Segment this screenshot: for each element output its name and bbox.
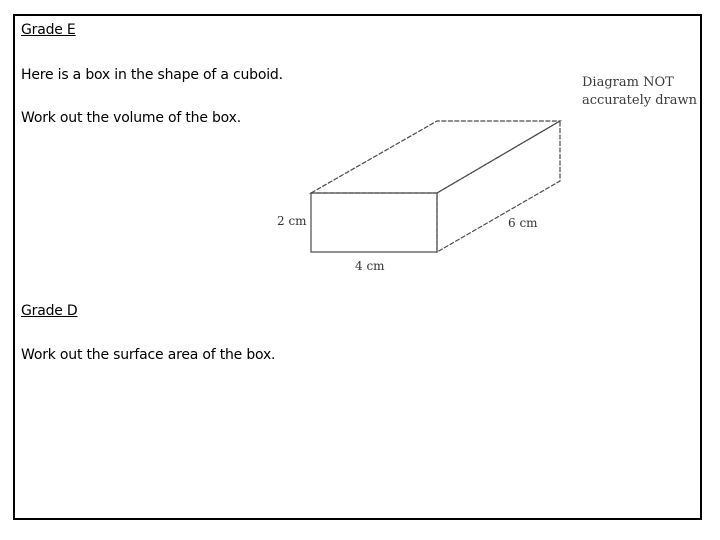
grade-d-heading: Grade D — [21, 303, 78, 319]
grade-e-heading: Grade E — [21, 22, 76, 38]
width-label: 4 cm — [355, 259, 385, 273]
grade-e-question-line-1: Here is a box in the shape of a cuboid. — [21, 67, 283, 83]
cuboid-front-face — [311, 193, 437, 252]
height-label: 2 cm — [277, 214, 307, 228]
depth-label: 6 cm — [508, 216, 538, 230]
cuboid-right-face — [437, 121, 560, 252]
diagram-note-line-1: Diagram NOT — [582, 75, 674, 90]
cuboid-top-face — [311, 121, 560, 193]
grade-e-question-line-2: Work out the volume of the box. — [21, 110, 241, 126]
diagram-note-line-2: accurately drawn — [582, 93, 697, 108]
grade-d-question-line-1: Work out the surface area of the box. — [21, 347, 276, 363]
